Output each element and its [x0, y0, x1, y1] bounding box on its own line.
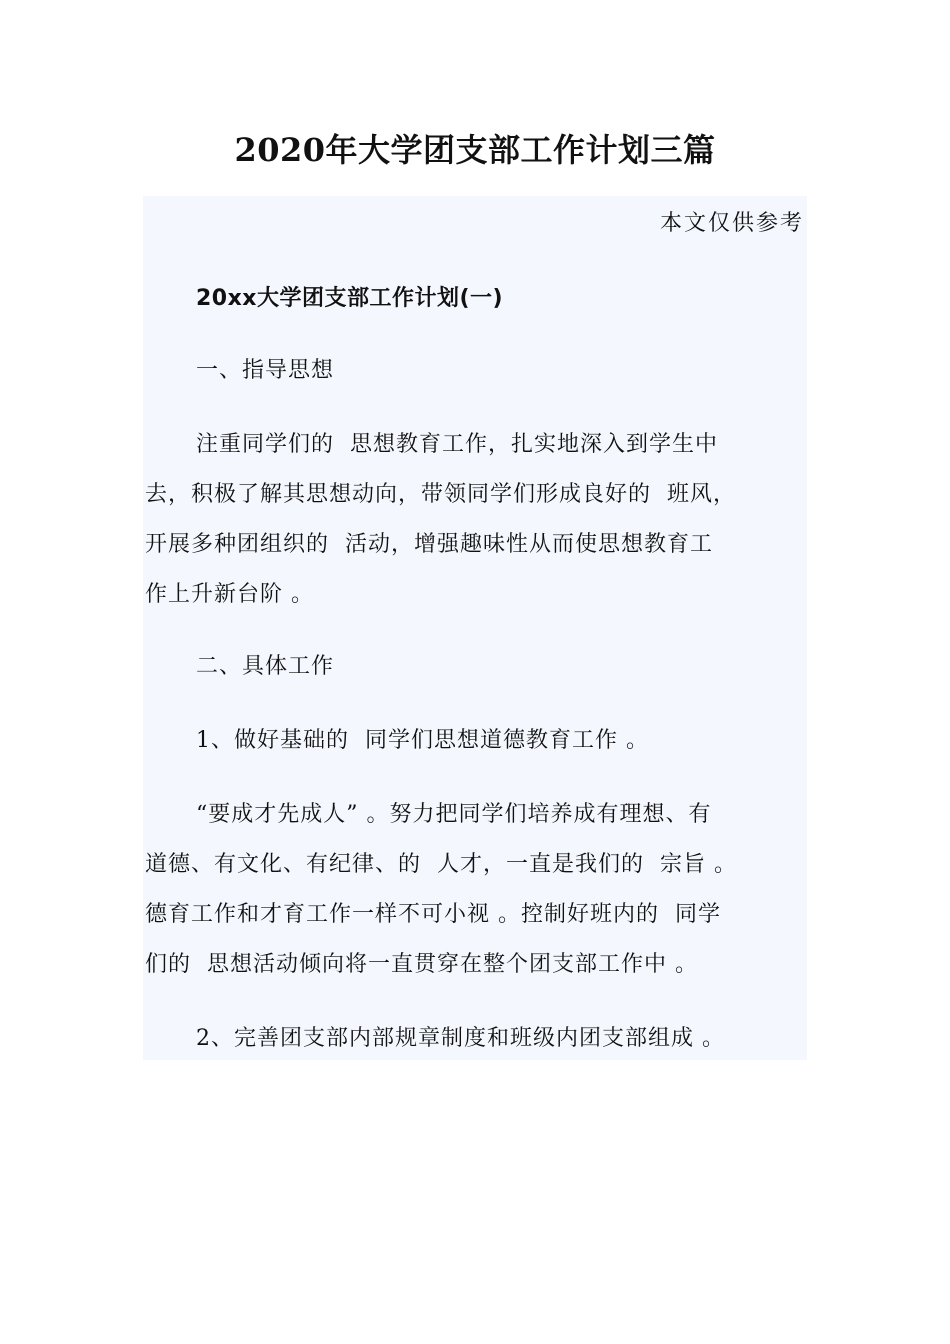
reference-note: 本文仅供参考 [659, 211, 804, 236]
paragraph-line: 德育工作和才育工作一样不可小视 。控制好班内的 同学 [145, 902, 721, 927]
paragraph-line: 去，积极了解其思想动向，带领同学们形成良好的 班风， [145, 482, 736, 507]
content-highlight-box [143, 196, 807, 1060]
paragraph-line: 们的 思想活动倾向将一直贯穿在整个团支部工作中 。 [145, 952, 698, 977]
plan-subtitle: 20xx大学团支部工作计划(一) [196, 286, 504, 311]
paragraph-line: “要成才先成人” 。努力把同学们培养成有理想、有 [196, 802, 712, 827]
paragraph-line: 开展多种团组织的 活动，增强趣味性从而使思想教育工 [145, 532, 713, 557]
list-item-1: 1、做好基础的 同学们思想道德教育工作 。 [196, 728, 649, 753]
paragraph-line: 道德、有文化、有纪律、的 人才，一直是我们的 宗旨 。 [145, 852, 737, 877]
section-heading-specific-work: 二、具体工作 [196, 654, 335, 679]
paragraph-line: 作上升新台阶 。 [145, 582, 314, 607]
list-item-2: 2、完善团支部内部规章制度和班级内团支部组成 。 [196, 1026, 725, 1051]
section-heading-guiding-thought: 一、指导思想 [196, 358, 335, 383]
document-title: 2020年大学团支部工作计划三篇 [234, 131, 716, 169]
paragraph-line: 注重同学们的 思想教育工作，扎实地深入到学生中 [196, 432, 718, 457]
